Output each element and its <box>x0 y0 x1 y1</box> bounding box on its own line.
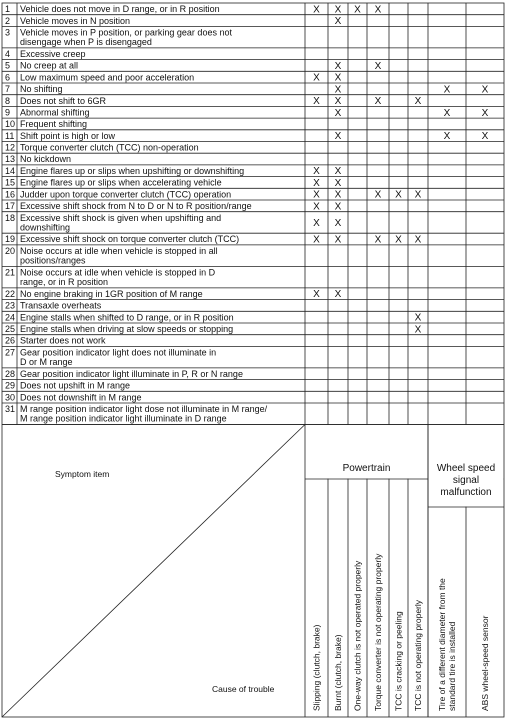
symptom-text: Does not shift to 6GR <box>20 95 107 106</box>
row-number: 10 <box>5 119 16 130</box>
check-mark: X <box>313 201 320 213</box>
cause-column-label: Tire of a different diameter from the <box>437 578 447 711</box>
check-mark: X <box>313 189 320 201</box>
row-number: 20 <box>5 246 16 256</box>
check-mark: X <box>334 107 342 119</box>
symptom-text: Noise occurs at idle when vehicle is stopped in D <box>20 267 216 278</box>
symptom-text: Gear position indicator light does not illuminate in <box>20 347 217 358</box>
symptom-text: disengage when P is disengaged <box>20 37 152 48</box>
symptom-text: positions/ranges <box>20 255 86 266</box>
symptom-text: Excessive creep <box>20 48 86 59</box>
wheel-speed-header: malfunction <box>440 487 492 498</box>
wheel-speed-header: Wheel speed <box>436 463 496 474</box>
symptom-text: Engine flares up or slips when accelerating vehicle <box>20 177 222 188</box>
cause-column-label: Slipping (clutch, brake) <box>311 624 322 711</box>
check-mark: X <box>374 96 382 108</box>
symptom-text: Excessive shift shock is given when upshifting and <box>20 212 222 223</box>
row-number: 19 <box>5 234 16 245</box>
row-number: 28 <box>5 368 16 379</box>
symptom-text: Excessive shift shock on torque converter clutch (TCC) <box>20 234 240 245</box>
symptom-text: downshifting <box>20 222 71 233</box>
row-number: 25 <box>5 324 16 334</box>
row-number: 22 <box>5 288 16 299</box>
symptom-text: M range position indicator light dose not illuminate in M range/ <box>20 404 268 415</box>
cause-column-label: One-way clutch is not operated properly <box>352 560 363 711</box>
symptom-text: Abnormal shifting <box>20 107 90 118</box>
check-mark: X <box>334 16 342 27</box>
check-mark: X <box>443 107 451 119</box>
check-mark: X <box>334 166 342 178</box>
check-mark: X <box>334 72 342 84</box>
symptom-text: Engine stalls when shifted to D range, or in R position <box>20 312 234 323</box>
cause-column-label: ABS wheel-speed sensor <box>480 615 490 711</box>
cause-of-trouble-label: Cause of trouble <box>212 684 275 694</box>
cause-column-label: Torque converter is not operating properly <box>373 553 383 711</box>
check-mark: X <box>414 324 422 336</box>
cause-column-label: TCC is cracking or peeling <box>393 611 404 711</box>
symptom-text: No kickdown <box>20 154 72 165</box>
symptom-text: D or M range <box>20 357 73 368</box>
symptom-text: range, or in R position <box>20 277 109 288</box>
row-number: 3 <box>5 27 11 38</box>
check-mark: X <box>374 60 382 72</box>
check-mark: X <box>414 312 422 324</box>
cause-column-label: Burnt (clutch, brake) <box>333 634 343 711</box>
row-number: 27 <box>5 347 16 358</box>
symptom-text: Judder upon torque converter clutch (TCC) operation <box>20 189 232 200</box>
row-number: 30 <box>5 392 16 403</box>
row-number: 2 <box>5 15 11 26</box>
check-mark: X <box>481 107 489 119</box>
row-number: 6 <box>5 72 11 83</box>
row-number: 4 <box>5 48 11 59</box>
check-mark: X <box>334 234 342 246</box>
check-mark: X <box>334 201 342 213</box>
cause-column-label: TCC is not operating properly <box>413 599 423 711</box>
symptom-text: Gear position indicator light illuminate in P, R or N range <box>20 368 243 379</box>
check-mark: X <box>334 60 342 72</box>
check-mark: X <box>313 166 320 178</box>
symptom-text: Starter does not work <box>20 335 106 346</box>
symptom-text: Does not upshift in M range <box>20 380 131 391</box>
symptom-text: Torque converter clutch (TCC) non-operation <box>20 142 199 153</box>
row-number: 26 <box>5 335 16 346</box>
symptom-text: Transaxle overheats <box>20 300 102 311</box>
row-number: 12 <box>5 142 16 153</box>
row-number: 5 <box>5 60 11 71</box>
check-mark: X <box>414 234 422 246</box>
row-number: 8 <box>5 95 11 106</box>
symptom-text: M range position indicator light illuminate in D range <box>20 413 227 424</box>
row-number: 17 <box>5 201 16 211</box>
check-mark: X <box>334 289 342 301</box>
symptom-text: Noise occurs at idle when vehicle is stopped in all <box>20 246 218 256</box>
check-mark: X <box>395 234 402 246</box>
row-number: 29 <box>5 380 16 391</box>
row-number: 1 <box>5 4 11 15</box>
check-mark: X <box>414 189 422 201</box>
row-number: 18 <box>5 212 16 223</box>
check-mark: X <box>334 131 342 143</box>
symptom-text: Does not downshift in M range <box>20 392 142 403</box>
check-mark: X <box>313 72 320 84</box>
check-mark: X <box>334 84 342 96</box>
check-mark: X <box>313 289 320 301</box>
check-mark: X <box>374 189 382 201</box>
check-mark: X <box>334 177 342 189</box>
symptom-item-label: Symptom item <box>55 469 110 479</box>
symptom-text: Vehicle does not move in D range, or in R position <box>20 4 220 15</box>
row-number: 9 <box>5 107 11 118</box>
check-mark: X <box>443 131 451 143</box>
check-mark: X <box>334 4 342 16</box>
symptom-text: No creep at all <box>20 60 79 71</box>
row-number: 13 <box>5 154 16 165</box>
check-mark: X <box>414 96 422 108</box>
check-mark: X <box>481 131 489 143</box>
check-mark: X <box>334 217 342 229</box>
row-number: 15 <box>5 177 16 188</box>
check-mark: X <box>374 4 382 16</box>
row-number: 14 <box>5 165 16 176</box>
check-mark: X <box>354 4 361 16</box>
check-mark: X <box>481 84 489 96</box>
header-diagonal <box>2 425 305 718</box>
check-mark: X <box>313 234 320 246</box>
symptom-text: Engine stalls when driving at slow speeds or stopping <box>20 324 234 334</box>
symptom-text: Engine flares up or slips when upshifting or downshifting <box>20 165 245 176</box>
symptom-text: No shifting <box>20 84 63 94</box>
row-number: 23 <box>5 300 16 311</box>
check-mark: X <box>334 189 342 201</box>
wheel-speed-header: signal <box>452 475 480 486</box>
symptom-text: Excessive shift shock from N to D or N to R position/range <box>20 201 252 211</box>
check-mark: X <box>313 217 320 229</box>
row-number: 24 <box>5 312 16 323</box>
symptom-text: Vehicle moves in N position <box>20 15 131 26</box>
row-number: 16 <box>5 189 16 200</box>
powertrain-header: Powertrain <box>342 463 391 474</box>
check-mark: X <box>313 96 320 108</box>
check-mark: X <box>313 177 320 189</box>
symptom-text: Low maximum speed and poor acceleration <box>20 72 195 83</box>
symptom-text: Vehicle moves in P position, or parking gear does not <box>20 27 232 38</box>
symptom-text: No engine braking in 1GR position of M range <box>20 288 203 299</box>
symptom-text: Shift point is high or low <box>20 130 116 141</box>
row-number: 21 <box>5 267 16 278</box>
row-number: 31 <box>5 404 16 415</box>
check-mark: X <box>395 189 402 201</box>
row-number: 11 <box>5 130 15 141</box>
check-mark: X <box>374 234 382 246</box>
symptom-text: Frequent shifting <box>20 119 88 130</box>
cause-column-label: standard tire is installed <box>447 621 457 711</box>
check-mark: X <box>443 84 451 96</box>
row-number: 7 <box>5 84 11 94</box>
check-mark: X <box>334 96 342 108</box>
check-mark: X <box>313 4 320 16</box>
